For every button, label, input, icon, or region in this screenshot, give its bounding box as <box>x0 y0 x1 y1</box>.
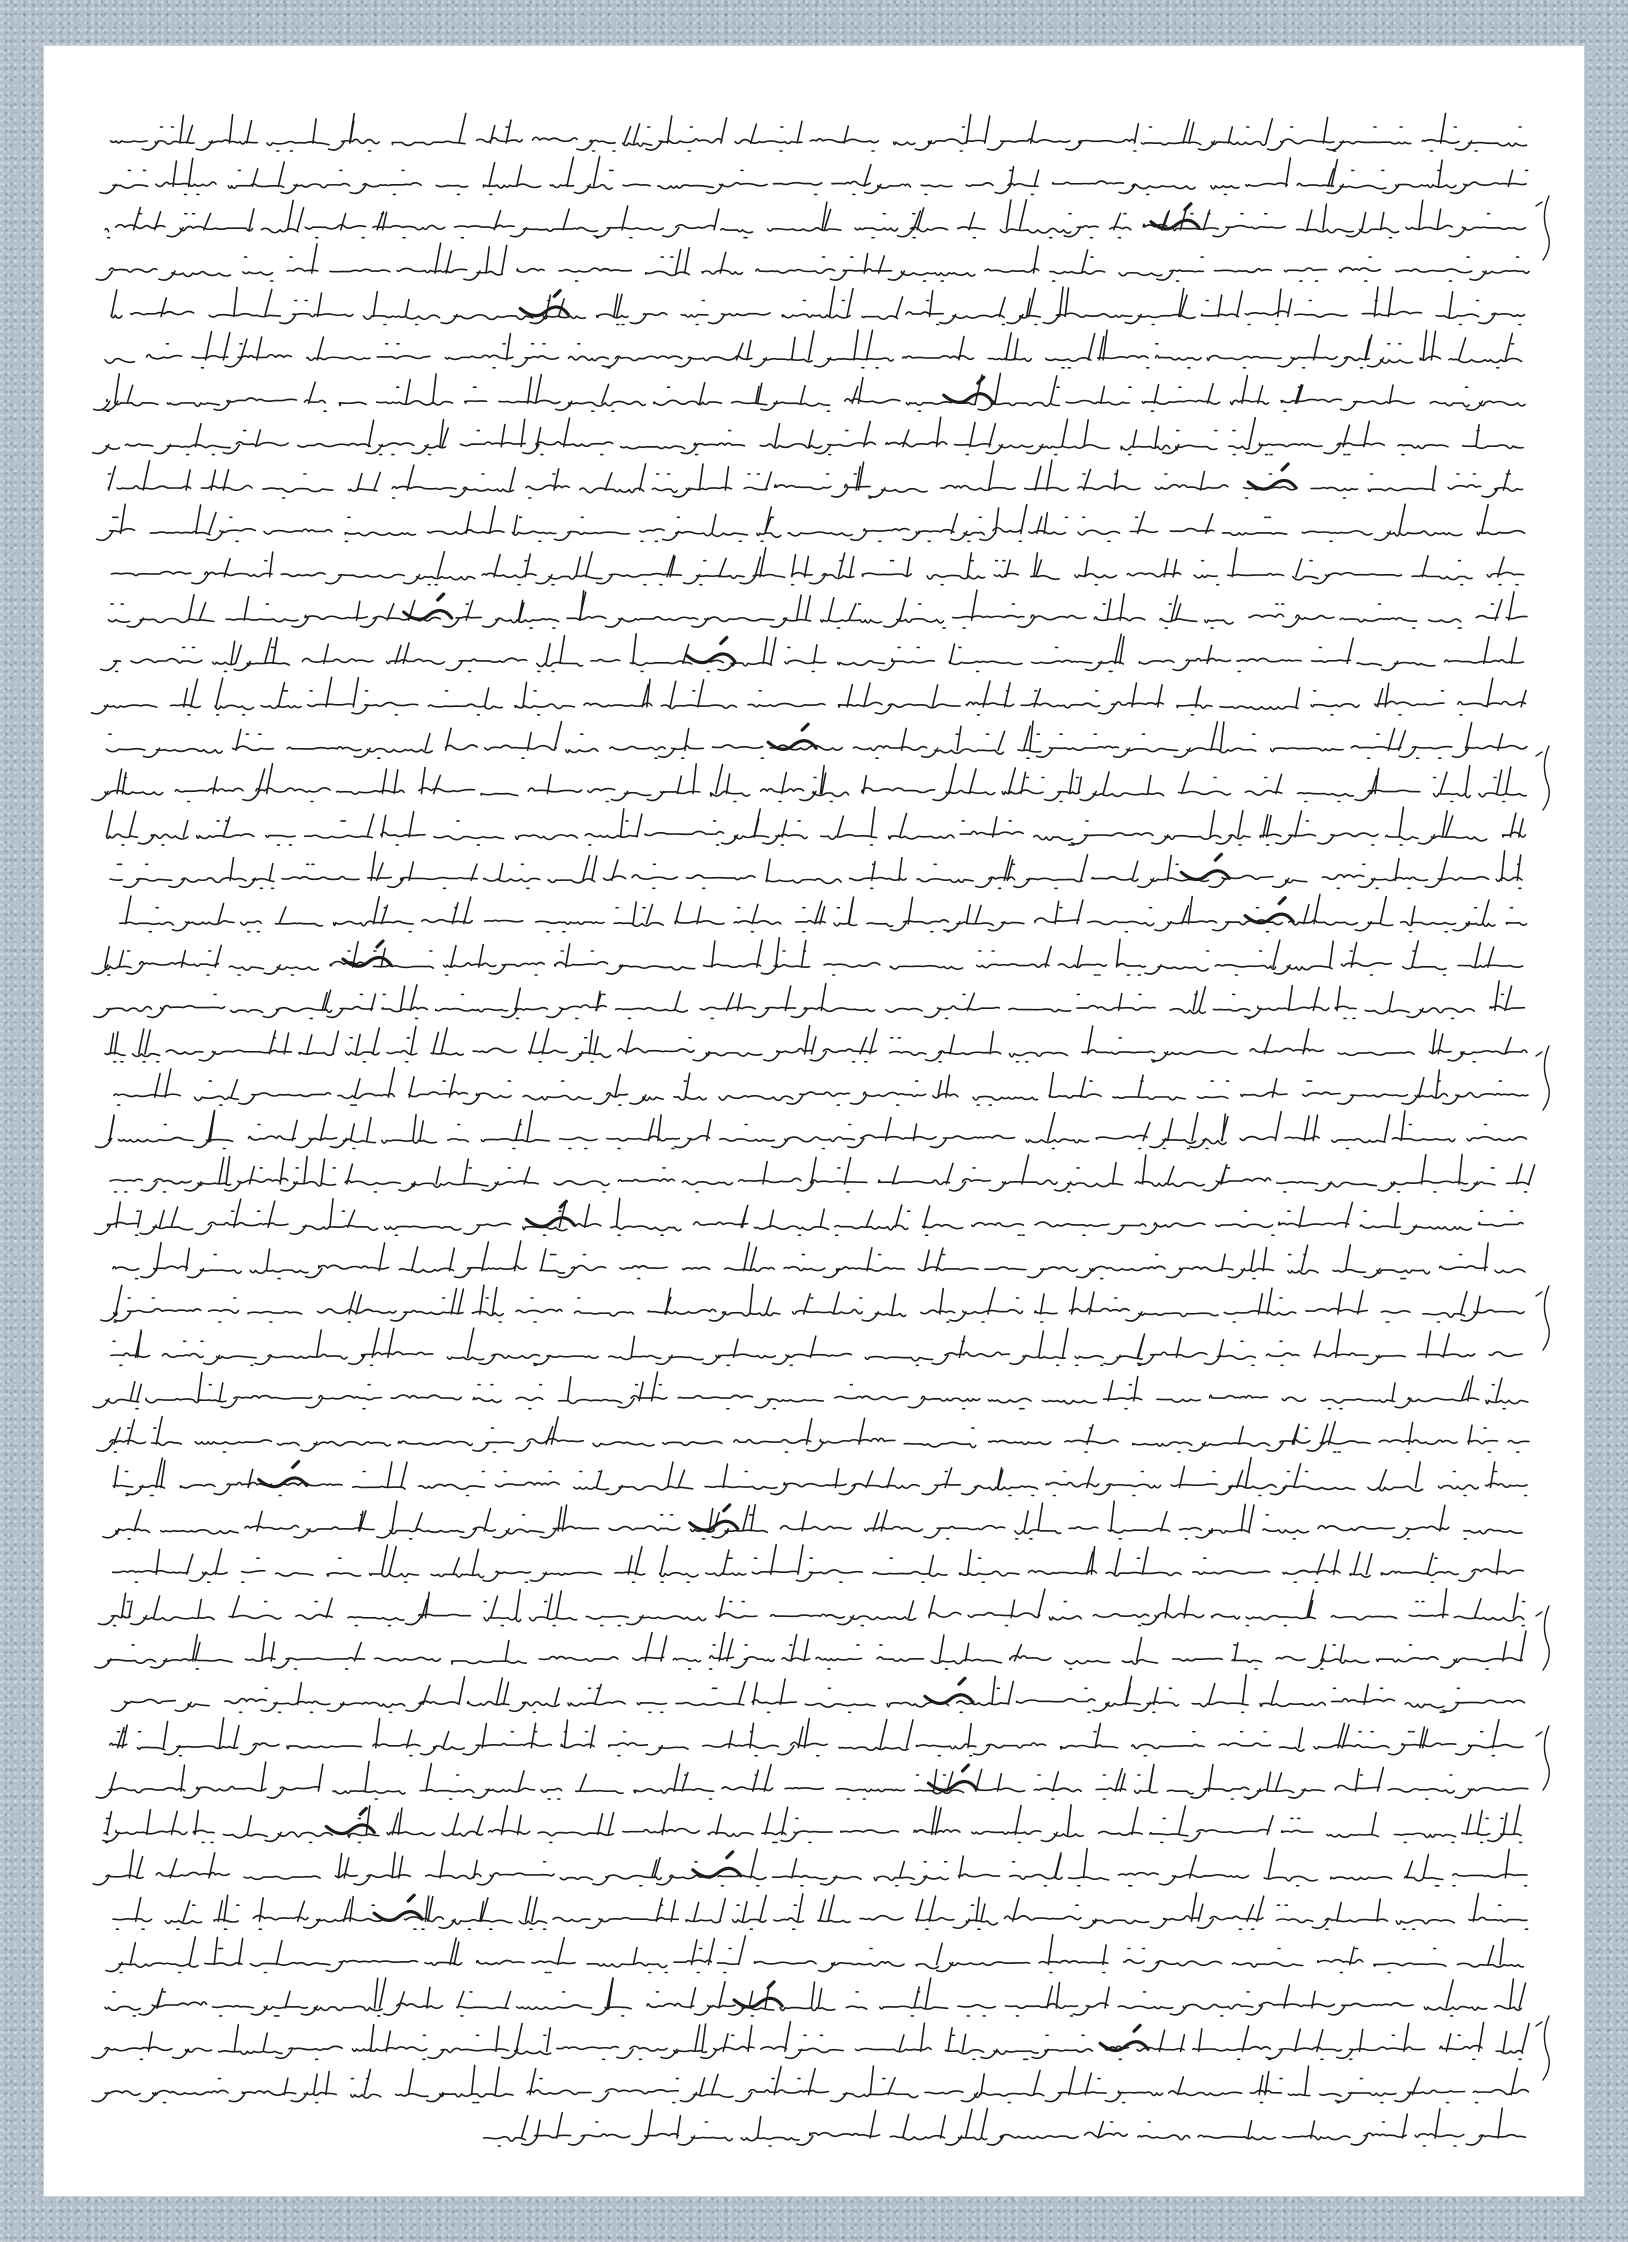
manuscript-line <box>110 1718 1523 1756</box>
manuscript-line <box>92 2065 1528 2102</box>
manuscript-line <box>101 634 1524 672</box>
manuscript-line <box>96 1761 1528 1799</box>
manuscript-line <box>92 764 1526 802</box>
emphasized-word <box>526 1201 574 1226</box>
marginal-annotation <box>1536 1606 1549 1670</box>
manuscript-line <box>93 417 1523 454</box>
emphasized-word <box>520 290 568 315</box>
manuscript-line <box>97 1417 1529 1452</box>
manuscript-line <box>111 287 1525 325</box>
manuscript-line <box>105 1978 1526 2016</box>
emphasized-word <box>404 594 452 619</box>
marginal-annotation <box>1536 746 1549 810</box>
manuscript-line <box>113 1545 1524 1583</box>
manuscript-line <box>108 460 1522 498</box>
manuscript-line <box>113 1893 1528 1929</box>
manuscript-line <box>112 548 1524 585</box>
emphasized-word <box>693 1852 741 1877</box>
manuscript-line <box>99 1589 1525 1626</box>
emphasized-word <box>259 1461 307 1486</box>
emphasized-word <box>690 1505 738 1530</box>
manuscript-line <box>96 243 1529 281</box>
manuscript-line <box>105 330 1522 368</box>
emphasized-word <box>734 1982 782 2007</box>
manuscript-line <box>120 894 1527 931</box>
manuscript-line <box>110 851 1522 888</box>
manuscript-line <box>100 156 1528 194</box>
manuscript-line <box>106 1935 1523 1973</box>
emphasized-word <box>944 377 992 402</box>
manuscript-line <box>92 2022 1529 2060</box>
manuscript-line <box>111 113 1527 151</box>
manuscript-line <box>110 1154 1535 1192</box>
marginal-annotation <box>1536 1726 1549 1790</box>
emphasized-word <box>1245 898 1293 923</box>
marginal-annotation <box>1536 196 1549 260</box>
manuscript-line <box>105 1026 1527 1062</box>
manuscript-line <box>484 2108 1526 2146</box>
manuscript-line <box>103 1805 1522 1843</box>
emphasized-word <box>925 1678 973 1703</box>
manuscript-line <box>94 373 1525 411</box>
manuscript-line <box>114 1068 1528 1105</box>
manuscript-line <box>105 200 1525 238</box>
marginal-annotation <box>1536 1046 1549 1110</box>
emphasized-word <box>1181 854 1229 879</box>
manuscript-line <box>112 1675 1525 1713</box>
emphasized-word <box>1248 464 1296 489</box>
emphasized-word <box>1151 204 1199 229</box>
manuscript-line <box>97 504 1525 541</box>
manuscript-line <box>113 1458 1527 1496</box>
marginal-annotation <box>1536 2016 1549 2080</box>
emphasized-word <box>1100 2025 1148 2050</box>
manuscript-line <box>94 981 1525 1019</box>
manuscript-line <box>101 1284 1524 1322</box>
manuscript-line <box>95 1198 1524 1235</box>
emphasized-word <box>768 724 816 749</box>
manuscript-line <box>92 677 1527 715</box>
handwritten-text-image <box>44 46 1584 2196</box>
manuscript-line <box>111 1328 1522 1365</box>
manuscript-line <box>93 1848 1527 1886</box>
manuscript-sheet <box>44 46 1584 2196</box>
manuscript-line <box>107 721 1527 758</box>
emphasized-word <box>687 637 735 662</box>
marginal-annotation <box>1536 1286 1549 1350</box>
manuscript-line <box>113 1241 1525 1279</box>
manuscript-line <box>109 590 1528 628</box>
manuscript-line <box>103 1501 1522 1539</box>
manuscript-line <box>96 1111 1527 1149</box>
manuscript-line <box>106 807 1525 845</box>
manuscript-line <box>95 1631 1526 1669</box>
manuscript-line <box>93 1372 1528 1409</box>
manuscript-line <box>92 938 1523 975</box>
